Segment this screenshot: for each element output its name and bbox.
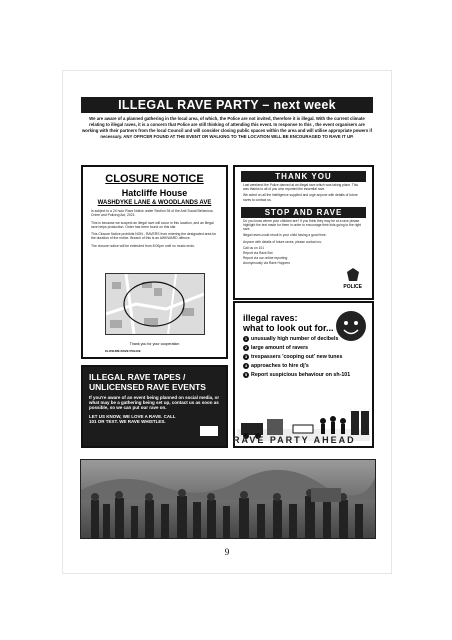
police-logo (200, 426, 218, 436)
page-number: 9 (224, 547, 230, 557)
thanks-paragraph: Do you know where your children are? If you think they may be at a rave please highlight the text made for them in order to encourage their kids going to the right rave. (243, 218, 362, 232)
headline-banner: ILLEGAL RAVE PARTY – next week (81, 97, 373, 113)
unlicensed-rave-events-notice (81, 365, 228, 448)
closure-paragraph: This is because we suspect an illegal rave will occur in this location, and an illegal rave helps production. Order has been found on this site. (91, 220, 214, 229)
lookout-item: 2 large amount of ravers (244, 344, 309, 351)
police-badge-icon (346, 268, 360, 282)
lookout-item: 1 unusually high number of decibels (244, 335, 339, 342)
lookout-subtitle: what to look out for... (243, 323, 334, 333)
thanks-paragraph: Anyone with details of future raves, please contact us: (243, 239, 322, 244)
smiley-face-icon (336, 311, 366, 341)
closure-paragraph: The closure notice will be extended from 8:00pm until no music ends. (91, 243, 195, 248)
contact-line: Call us on 101 (243, 245, 265, 250)
thanks-paragraph: Illegal raves could result in your child having a good time. (243, 233, 327, 238)
lookout-item: 3 trespassers 'cooping out' new tunes (244, 353, 343, 360)
thanks-paragraph: Last weekend the Police danced at an illegal rave which was taking place. This was thanks to all of you who reported the essential rave. (243, 183, 359, 192)
stop-and-rave-heading: STOP AND RAVE (241, 207, 366, 218)
police-logo-text: POLICE (343, 284, 362, 290)
closure-notice (81, 165, 228, 359)
closure-title: CLOSURE NOTICE (105, 173, 204, 185)
contact-line: Anonymously via Rave Hoppers (243, 261, 290, 266)
closure-logo: CLOSURE RAVE POLICE (105, 349, 141, 353)
closure-paragraph: This Closure Notice prohibits NON - RAVERS from entering the designated area for the duration of the notice. Breach of this is an AWKWARD offence. (91, 232, 217, 241)
closure-road: WASHDYKE LANE & WOODLANDS AVE (97, 200, 212, 206)
lookout-item: 4 approaches to hire dj's (244, 362, 309, 369)
thank-you-heading: THANK YOU (241, 171, 366, 182)
what-to-look-out-for-panel (233, 301, 374, 448)
closure-paragraph: Is subject to a 24 hour Rave Notice under Section 94 of the Anti Social Behaviour, Crime and Policing Act, 2021. (91, 209, 214, 218)
rave-party-ahead-sign: RAVE PARTY AHEAD (233, 435, 356, 445)
lookout-title: illegal raves: (243, 313, 298, 323)
closure-place: Hatcliffe House (121, 188, 188, 198)
tapes-heading: UNLICENSED RAVE EVENTS (89, 381, 206, 392)
police-logo (343, 268, 362, 290)
closure-footer: Thank you for your cooperation (129, 342, 180, 346)
bullet-icon: 4 (244, 362, 248, 368)
thanks-paragraph: We acted on all the intelligence supplied and urge anyone with details of future raves to contact us. (243, 193, 358, 202)
bullet-icon: 2 (244, 344, 248, 350)
tapes-paragraph: If you're aware of an event being planned on social media, or what may be a gathering being set up, contact us as soon as possible, so we can put our rave on. (89, 395, 220, 411)
bullet-icon: 5 (244, 371, 248, 377)
intro-paragraph: We are aware of a planned gathering in the local area, of which, the Police are not invited, therefore it is illegal. With the current climate relating to illegal raves, it is a concern that Police are still thinking of attending this event. In response to this , the event organisers are working with their partners from the local Council and will consider closing public spaces within the area and will utilise appropriate powers if necessary. ANY OFFICER FOUND AT THE EVENT OR WALKING TO THE LOCATION WILL BE ENCOURAGED TO RAVE IT UP. (81, 116, 373, 139)
rave-crowd-photo (80, 459, 376, 539)
contact-line: Report via Rave Bot (243, 251, 273, 256)
bullet-icon: 1 (244, 335, 248, 341)
thank-you-notice (233, 165, 374, 300)
magazine-page (62, 70, 392, 574)
closure-map-image (105, 273, 205, 335)
tapes-heading: ILLEGAL RAVE TAPES / (89, 372, 186, 382)
bullet-icon: 3 (244, 353, 248, 359)
lookout-item: 5 Report suspicious behaviour on sh-101 (244, 371, 351, 378)
contact-line: Report via our online reporting (243, 256, 288, 261)
tapes-call-to-action: LET US KNOW, WE LOVE A RAVE. CALL 101 OR TEXT. WE RAVE WHISTLES. (89, 413, 176, 424)
